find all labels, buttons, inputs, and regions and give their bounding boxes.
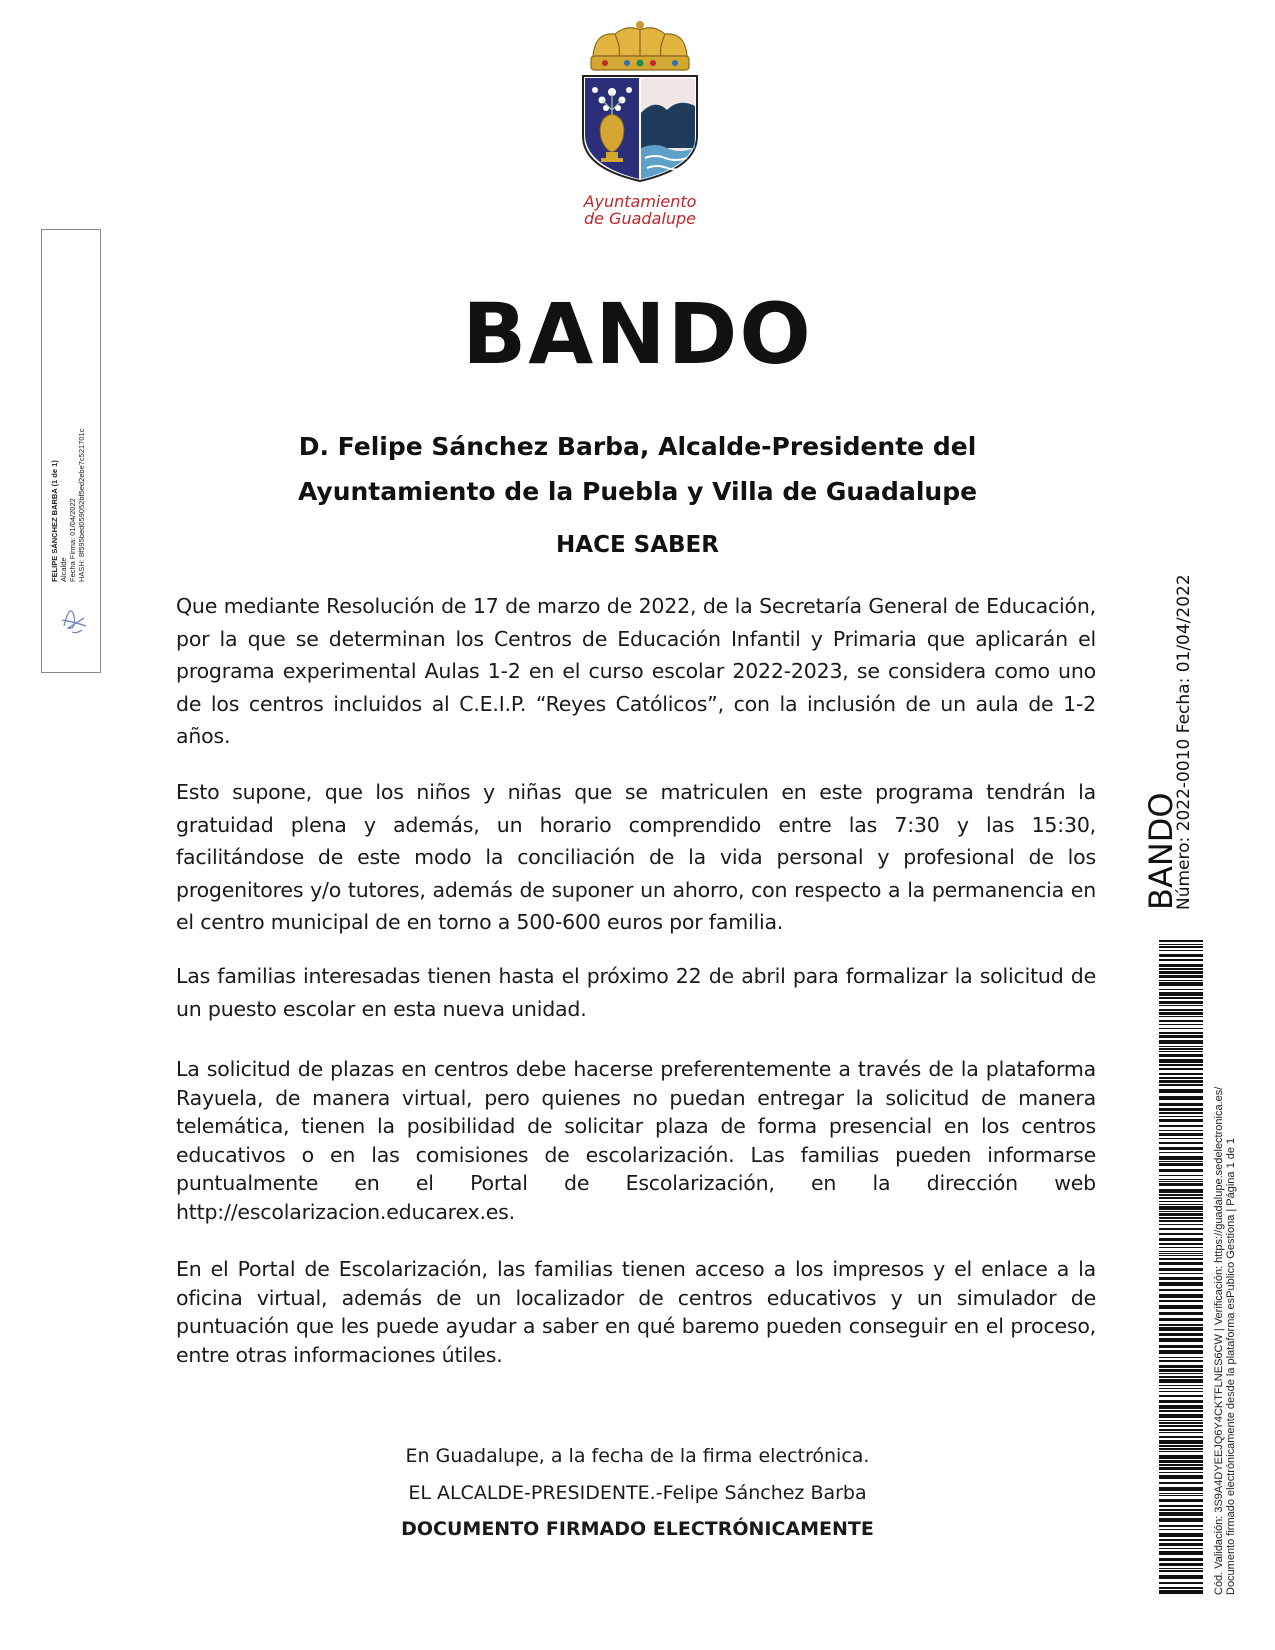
- handwritten-signature-icon: [56, 596, 90, 640]
- crest-caption: [545, 193, 735, 227]
- signer-name: FELIPE SÁNCHEZ BARBA (1 de 1): [50, 460, 59, 582]
- crest-caption-line2: de Guadalupe: [584, 209, 696, 228]
- issuer-heading: [220, 424, 1055, 514]
- margin-doc-type: BANDO: [1142, 792, 1180, 910]
- body-paragraph: La solicitud de plazas en centros debe hacerse preferentemente a través de la plataforma Rayuela, de manera virtual, pero quienes no puedan entregar la solicitud de manera telemática, tienen la posibilidad de solicitar plaza de forma presencial en los centros educativos o en las comisiones de escolarización. Las familias pueden informarse puntualmente en el Portal de Escolarización, en la dirección web http://escolarizacion.educarex.es.: [176, 1057, 1096, 1224]
- signature-date: Fecha Firma: 01/04/2022: [68, 498, 77, 582]
- validation-line2: Documento firmado electrónicamente desde la plataforma esPublico Gestiona | Página 1 de 1: [1225, 1137, 1237, 1595]
- closing-signer: EL ALCALDE-PRESIDENTE.-Felipe Sánchez Barba: [408, 1482, 867, 1504]
- subheading: HACE SABER: [556, 532, 719, 558]
- crown-icon: [591, 21, 689, 70]
- shield-icon: [583, 76, 697, 181]
- margin-number-date: Número: 2022-0010 Fecha: 01/04/2022: [1174, 574, 1194, 910]
- issuer-heading-line2: Ayuntamiento de la Puebla y Villa de Guadalupe: [297, 477, 978, 506]
- issuer-heading-line1: D. Felipe Sánchez Barba, Alcalde-Presidente del: [298, 432, 977, 461]
- crest-caption-line1: Ayuntamiento: [583, 192, 697, 211]
- closing-signed-notice: DOCUMENTO FIRMADO ELECTRÓNICAMENTE: [401, 1518, 874, 1540]
- body-paragraph: Que mediante Resolución de 17 de marzo de 2022, de la Secretaría General de Educación, por la que se determinan los Centros de Educación Infantil y Primaria que aplicarán el programa experimental Aulas 1-2 en el curso escolar 2022-2023, se considera como uno de los centros incluidos al C.E.I.P. “Reyes Católicos”, con la inclusión de un aula de 1-2 años.: [176, 594, 1096, 748]
- barcode-icon: [1159, 940, 1203, 1595]
- body-paragraph: En el Portal de Escolarización, las familias tienen acceso a los impresos y el enlace a la oficina virtual, además de un localizador de centros educativos y un simulador de puntuación que les puede ayudar a saber en qué baremo pueden conseguir en el proceso, entre otras informaciones útiles.: [176, 1257, 1096, 1367]
- closing-place: En Guadalupe, a la fecha de la firma electrónica.: [405, 1445, 870, 1467]
- signature-hash: HASH: 8f595bed059052bf5ed2ebe7c521701c: [77, 428, 86, 582]
- margin-validation: [1213, 1087, 1237, 1595]
- body-paragraph: Las familias interesadas tienen hasta el próximo 22 de abril para formalizar la solicitud de un puesto escolar en esta nueva unidad.: [176, 964, 1096, 1021]
- validation-line1: Cód. Validación: 3S9A4DYEEJQ6Y4CKTFLNES6CW | Verificación: https://guadalupe.sedelectronica.es/: [1213, 1086, 1225, 1595]
- document-title: BANDO: [462, 285, 813, 383]
- coat-of-arms-logo: [575, 18, 705, 183]
- body-paragraph: Esto supone, que los niños y niñas que se matriculen en este programa tendrán la gratuidad plena y además, un horario comprendido entre las 7:30 y las 15:30, facilitándose de este modo la conciliación de la vida personal y profesional de los progenitores y/o tutores, además de suponer un ahorro, con respecto a la permanencia en el centro municipal de en torno a 500-600 euros por familia.: [176, 780, 1096, 934]
- signer-role: Alcalde: [59, 557, 68, 582]
